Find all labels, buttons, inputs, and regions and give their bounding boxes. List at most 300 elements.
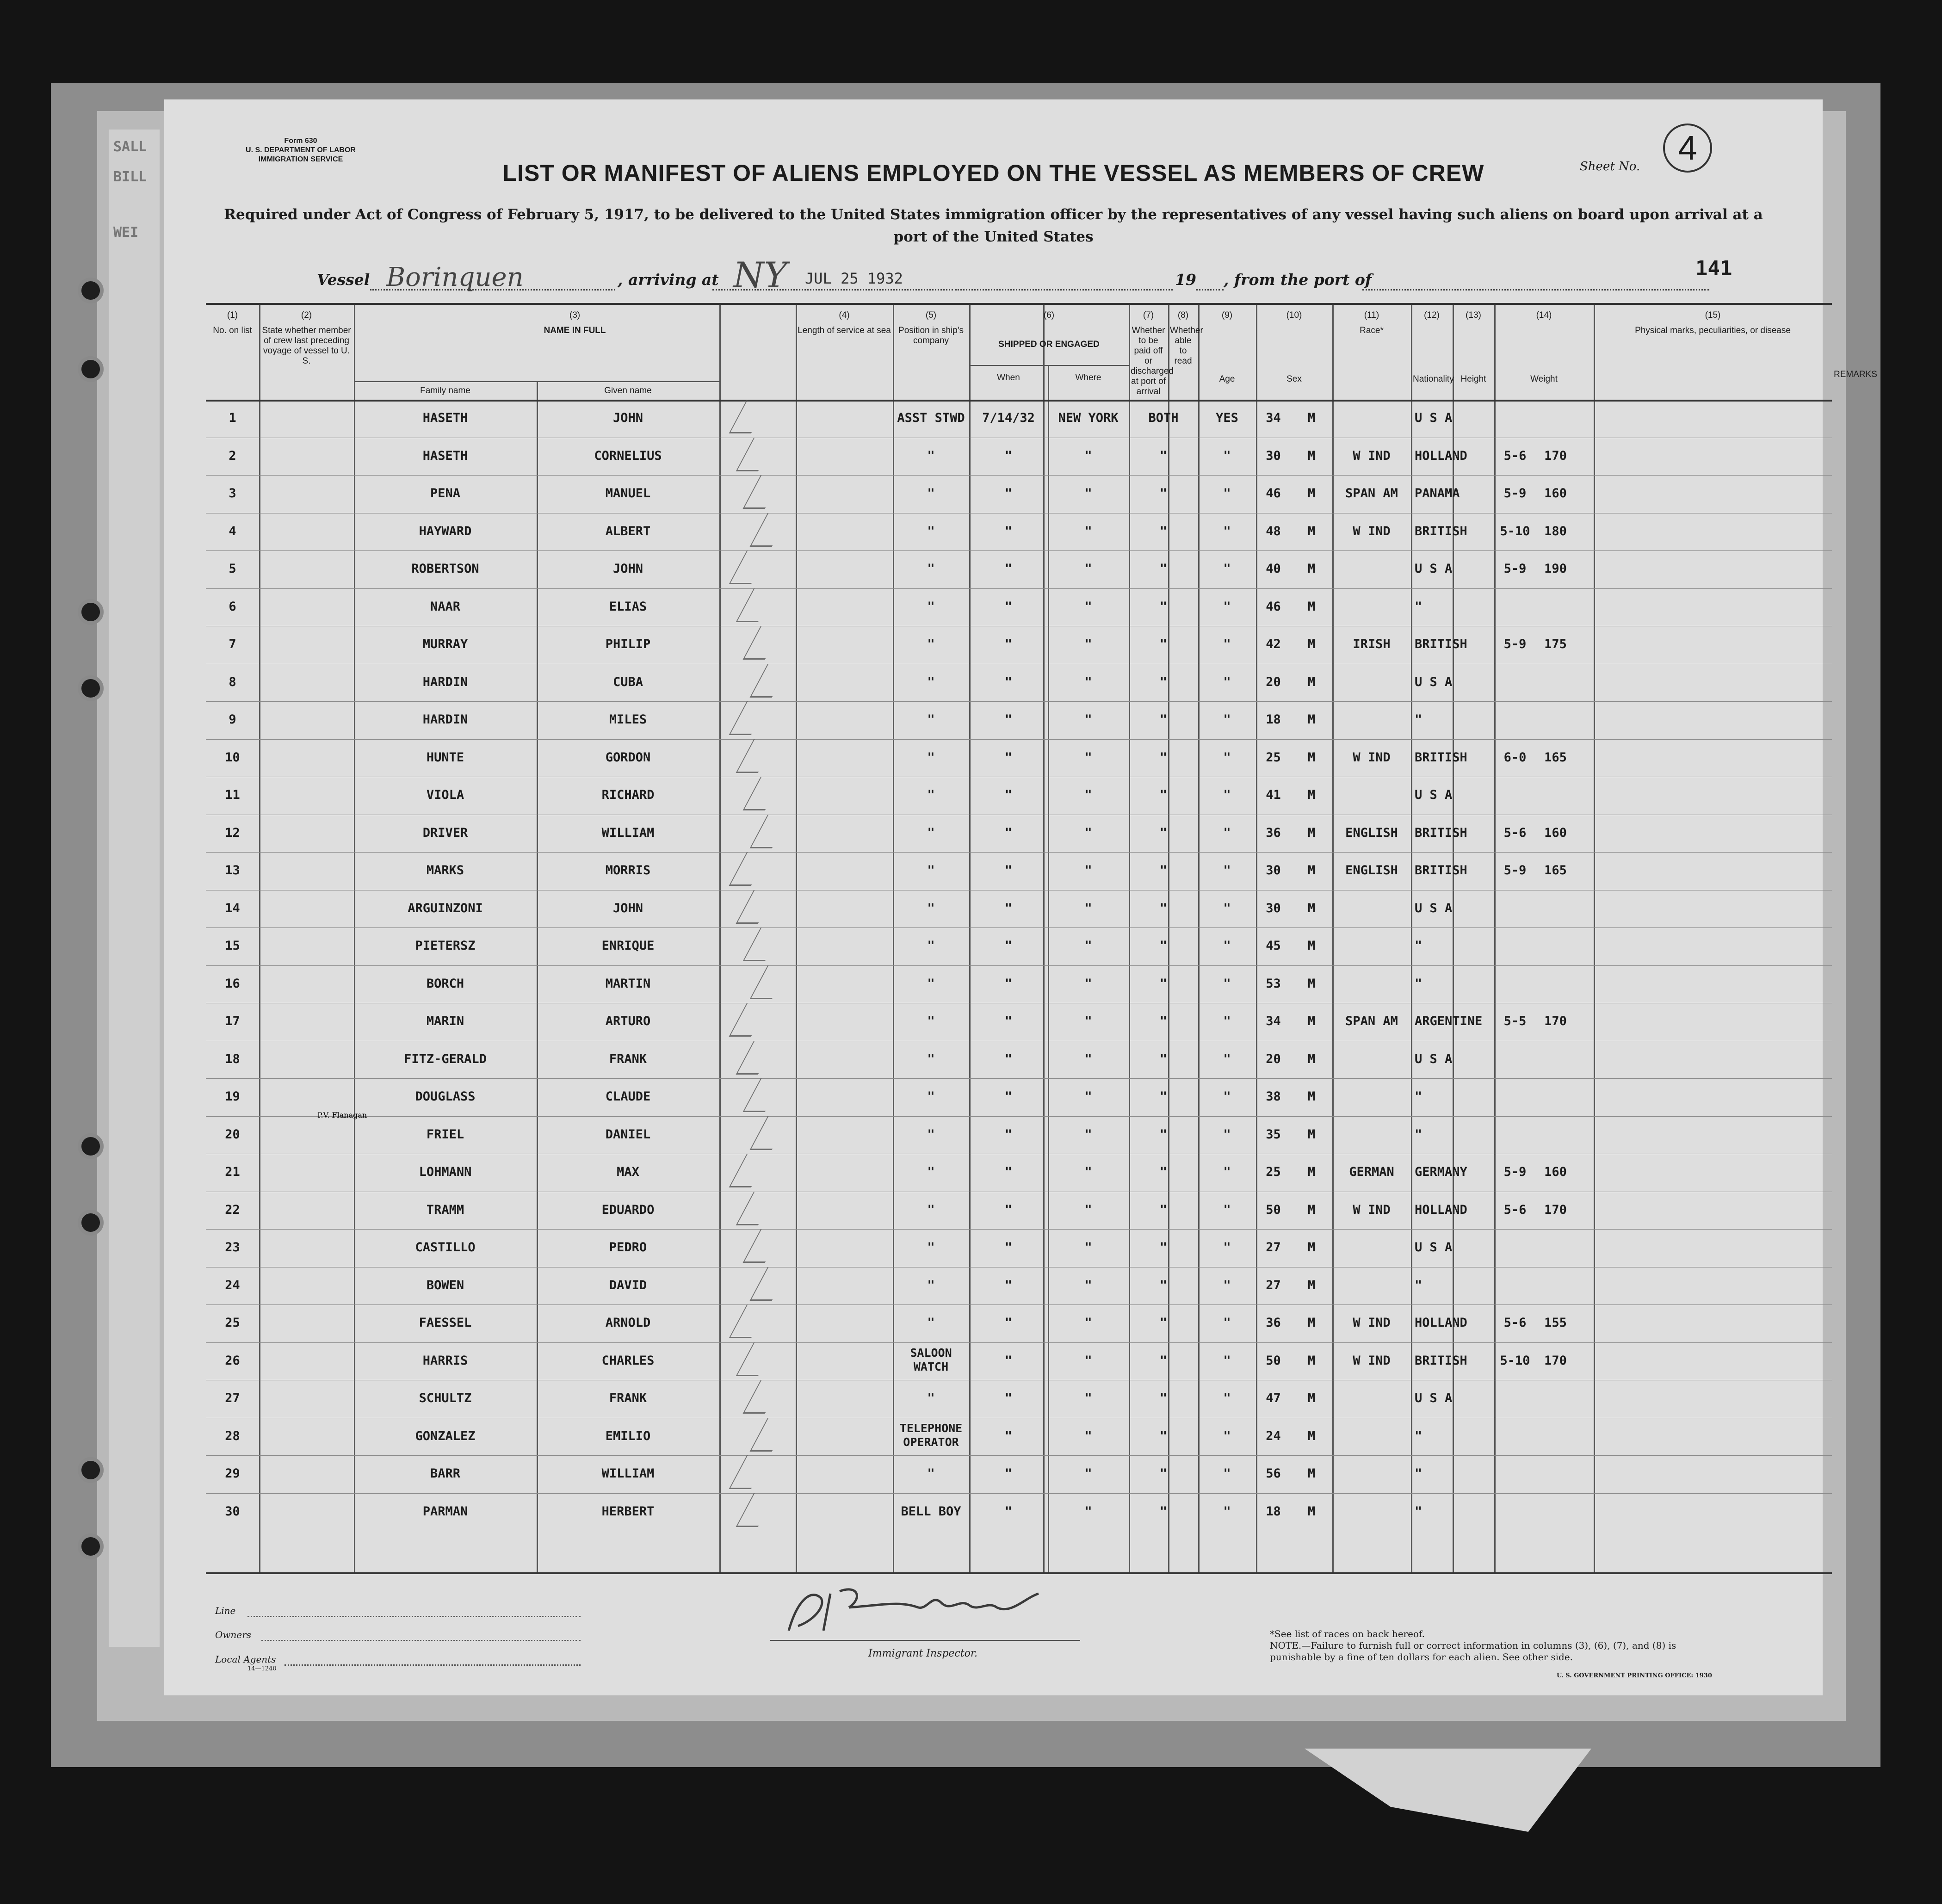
shipped-when: " xyxy=(1004,1428,1013,1443)
table-row xyxy=(206,513,1832,551)
vessel-name: Borinquen xyxy=(386,262,524,292)
given-name: DAVID xyxy=(609,1278,647,1292)
weight: 165 xyxy=(1544,863,1567,878)
family-name: MARKS xyxy=(426,863,464,878)
header-subrule xyxy=(354,381,719,382)
nationality: HOLLAND xyxy=(1415,1316,1467,1330)
header-nationality: Nationality xyxy=(1413,374,1454,384)
sex: M xyxy=(1307,486,1316,501)
check-mark xyxy=(736,438,776,471)
height: 5-9 xyxy=(1503,486,1527,501)
row-number: 24 xyxy=(225,1278,240,1292)
vessel-line xyxy=(317,254,1811,296)
line-label: Line xyxy=(215,1605,236,1616)
row-number: 19 xyxy=(225,1089,240,1104)
shipped-when: " xyxy=(1004,1014,1013,1028)
age: 53 xyxy=(1266,976,1281,991)
shipped-where: " xyxy=(1084,448,1092,463)
family-name: FRIEL xyxy=(426,1127,464,1142)
row-number: 10 xyxy=(225,750,240,765)
shipped-where: " xyxy=(1084,1014,1092,1028)
given-name: WILLIAM xyxy=(601,825,655,840)
header-paid-off: Whether to be paid off or discharged at port of arrival xyxy=(1131,326,1174,396)
position: " xyxy=(927,524,935,538)
nationality: " xyxy=(1415,1127,1422,1142)
nationality: BRITISH xyxy=(1415,1353,1467,1368)
sex: M xyxy=(1307,674,1316,689)
age: 50 xyxy=(1266,1353,1281,1368)
header-last-voyage-number: (2) xyxy=(301,310,312,320)
header-paid-off-number: (7) xyxy=(1143,310,1154,320)
row-number: 26 xyxy=(225,1353,240,1368)
row-number: 15 xyxy=(225,939,240,953)
given-name: EDUARDO xyxy=(601,1202,655,1217)
shipped-when: " xyxy=(1004,863,1013,878)
age: 30 xyxy=(1266,448,1281,463)
header-able-read: Whether able to read xyxy=(1170,326,1203,366)
table-row xyxy=(206,588,1832,626)
age: 46 xyxy=(1266,486,1281,501)
header-no: No. on list xyxy=(213,326,252,335)
given-name: MANUEL xyxy=(605,486,651,501)
header-weight-number: (14) xyxy=(1536,310,1552,320)
shipped-when: " xyxy=(1004,448,1013,463)
position: " xyxy=(927,863,935,878)
row-number: 3 xyxy=(229,486,236,501)
header-physical-marks: Physical marks, peculiarities, or disease xyxy=(1635,326,1791,335)
given-name: MARTIN xyxy=(605,976,651,991)
check-mark xyxy=(750,1267,790,1301)
shipped-when: " xyxy=(1004,1240,1013,1255)
shipped-when: " xyxy=(1004,1278,1013,1292)
weight: 170 xyxy=(1544,1353,1567,1368)
given-name: ARTURO xyxy=(605,1014,651,1028)
family-name: MURRAY xyxy=(422,637,468,651)
shipped-where: " xyxy=(1084,1316,1092,1330)
able-to-read: YES xyxy=(1216,411,1238,425)
paid-off: " xyxy=(1159,1278,1168,1292)
check-mark xyxy=(729,1455,769,1489)
binder-hole xyxy=(78,599,104,625)
header-no-number: (1) xyxy=(227,310,238,320)
table-row xyxy=(206,1003,1832,1041)
nationality: GERMANY xyxy=(1415,1165,1467,1179)
shipped-where: " xyxy=(1084,1240,1092,1255)
header-length-service-number: (4) xyxy=(839,310,850,320)
age: 34 xyxy=(1266,1014,1281,1028)
able-to-read: " xyxy=(1223,1428,1231,1443)
family-name: PENA xyxy=(430,486,461,501)
age: 27 xyxy=(1266,1278,1281,1292)
family-name: PIETERSZ xyxy=(415,939,476,953)
check-mark xyxy=(750,815,790,848)
height: 6-0 xyxy=(1503,750,1527,765)
nationality: " xyxy=(1415,1278,1422,1292)
check-mark xyxy=(729,1304,769,1338)
header-name: NAME IN FULL xyxy=(544,326,606,335)
given-name: MAX xyxy=(617,1165,639,1179)
table-row xyxy=(206,626,1832,664)
shipped-where: " xyxy=(1084,637,1092,651)
check-mark xyxy=(743,777,783,810)
age: 18 xyxy=(1266,712,1281,727)
row-number: 22 xyxy=(225,1202,240,1217)
given-name: JOHN xyxy=(612,562,643,576)
sex: M xyxy=(1307,1391,1316,1405)
family-name: SCHULTZ xyxy=(419,1391,472,1405)
paid-off: " xyxy=(1159,1391,1168,1405)
header-nationality-number: (12) xyxy=(1424,310,1440,320)
table-row xyxy=(206,1267,1832,1305)
shipped-when: " xyxy=(1004,1316,1013,1330)
race-note: *See list of races on back hereof. xyxy=(1270,1628,1425,1639)
binding-strip xyxy=(109,130,160,1647)
table-row xyxy=(206,1342,1832,1380)
sex: M xyxy=(1307,1278,1316,1292)
shipped-where: " xyxy=(1084,1391,1092,1405)
height: 5-6 xyxy=(1503,448,1527,463)
paid-off: " xyxy=(1159,562,1168,576)
position: " xyxy=(927,976,935,991)
weight: 175 xyxy=(1544,637,1567,651)
local-agents-label: Local Agents xyxy=(215,1654,276,1665)
able-to-read: " xyxy=(1223,637,1231,651)
position: " xyxy=(927,1240,935,1255)
sex: M xyxy=(1307,1014,1316,1028)
shipped-where: " xyxy=(1084,788,1092,802)
sex: M xyxy=(1307,788,1316,802)
manifest-sheet xyxy=(164,99,1877,1695)
given-name: CLAUDE xyxy=(605,1089,651,1104)
paid-off: " xyxy=(1159,1202,1168,1217)
binder-hole xyxy=(78,278,104,303)
agents-code: 14—1240 xyxy=(247,1665,277,1672)
inspector-label: Immigrant Inspector. xyxy=(868,1648,977,1659)
page-number: 141 xyxy=(1695,257,1732,280)
weight: 160 xyxy=(1544,486,1567,501)
sex: M xyxy=(1307,1428,1316,1443)
shipped-when: " xyxy=(1004,712,1013,727)
sex: M xyxy=(1307,1466,1316,1481)
age: 20 xyxy=(1266,1051,1281,1066)
position: " xyxy=(927,1089,935,1104)
able-to-read: " xyxy=(1223,825,1231,840)
table-row xyxy=(206,1418,1832,1456)
position: " xyxy=(927,1014,935,1028)
family-name: ARGUINZONI xyxy=(408,901,483,915)
given-name: FRANK xyxy=(609,1391,647,1405)
shipped-where: " xyxy=(1084,939,1092,953)
given-name: CUBA xyxy=(612,674,643,689)
sex: M xyxy=(1307,562,1316,576)
form-number: Form 630 xyxy=(284,137,317,145)
sex: M xyxy=(1307,1089,1316,1104)
able-to-read: " xyxy=(1223,524,1231,538)
family-name: ROBERTSON xyxy=(411,562,479,576)
age: 18 xyxy=(1266,1504,1281,1519)
sex: M xyxy=(1307,1202,1316,1217)
age: 30 xyxy=(1266,901,1281,915)
check-mark xyxy=(750,513,790,547)
able-to-read: " xyxy=(1223,788,1231,802)
position: " xyxy=(927,1127,935,1142)
row-number: 7 xyxy=(229,637,236,651)
check-mark xyxy=(743,927,783,961)
paid-off: " xyxy=(1159,1127,1168,1142)
header-remarks: REMARKS xyxy=(1834,370,1877,379)
printer-imprint: U. S. GOVERNMENT PRINTING OFFICE: 1930 xyxy=(1557,1672,1712,1679)
shipped-when: 7/14/32 xyxy=(982,411,1035,425)
able-to-read: " xyxy=(1223,750,1231,765)
family-name: PARMAN xyxy=(422,1504,468,1519)
paid-off: " xyxy=(1159,863,1168,878)
binder-hole xyxy=(78,1533,104,1559)
age: 38 xyxy=(1266,1089,1281,1104)
table-row xyxy=(206,1116,1832,1154)
nationality: U S A xyxy=(1415,562,1453,576)
margin-ref: BILL xyxy=(113,169,147,185)
age: 41 xyxy=(1266,788,1281,802)
check-mark xyxy=(729,701,769,735)
paid-off: " xyxy=(1159,448,1168,463)
shipped-when: " xyxy=(1004,1202,1013,1217)
nationality: HOLLAND xyxy=(1415,1202,1467,1217)
check-mark xyxy=(729,852,769,886)
shipped-where: " xyxy=(1084,1127,1092,1142)
position: " xyxy=(927,901,935,915)
paid-off: " xyxy=(1159,674,1168,689)
family-name: BOWEN xyxy=(426,1278,464,1292)
paid-off: " xyxy=(1159,637,1168,651)
sex: M xyxy=(1307,1316,1316,1330)
height: 5-5 xyxy=(1503,1014,1527,1028)
weight: 170 xyxy=(1544,1202,1567,1217)
sex: M xyxy=(1307,712,1316,727)
header-able-read-number: (8) xyxy=(1177,310,1189,320)
table-row xyxy=(206,965,1832,1003)
family-name: BARR xyxy=(430,1466,461,1481)
able-to-read: " xyxy=(1223,712,1231,727)
penalty-note: NOTE.—Failure to furnish full or correct information in columns (3), (6), (7), and (8) is punishable by a fine of ten dollars for each alien. See other side. xyxy=(1270,1640,1676,1663)
shipped-when: " xyxy=(1004,1089,1013,1104)
header-physical-marks-number: (15) xyxy=(1705,310,1721,320)
height: 5-6 xyxy=(1503,1202,1527,1217)
age: 20 xyxy=(1266,674,1281,689)
position: " xyxy=(927,1466,935,1481)
shipped-where: " xyxy=(1084,1353,1092,1368)
race: W IND xyxy=(1353,1202,1391,1217)
family-name: LOHMANN xyxy=(419,1165,472,1179)
shipped-when: " xyxy=(1004,788,1013,802)
table-row xyxy=(206,550,1832,588)
check-mark xyxy=(750,1418,790,1452)
paid-off: " xyxy=(1159,1466,1168,1481)
paid-off: " xyxy=(1159,1504,1168,1519)
able-to-read: " xyxy=(1223,562,1231,576)
weight: 155 xyxy=(1544,1316,1567,1330)
weight: 165 xyxy=(1544,750,1567,765)
check-mark xyxy=(743,475,783,509)
family-name: HARDIN xyxy=(422,674,468,689)
position: " xyxy=(927,562,935,576)
able-to-read: " xyxy=(1223,1391,1231,1405)
height: 5-9 xyxy=(1503,562,1527,576)
family-name: TRAMM xyxy=(426,1202,464,1217)
race: IRISH xyxy=(1353,637,1391,651)
age: 25 xyxy=(1266,1165,1281,1179)
position: " xyxy=(927,1391,935,1405)
sex: M xyxy=(1307,1240,1316,1255)
shipped-when: " xyxy=(1004,486,1013,501)
table-row xyxy=(206,777,1832,815)
check-mark xyxy=(743,1078,783,1112)
row-number: 13 xyxy=(225,863,240,878)
check-mark xyxy=(736,1041,776,1075)
nationality: BRITISH xyxy=(1415,825,1467,840)
row-number: 9 xyxy=(229,712,236,727)
family-name: CASTILLO xyxy=(415,1240,476,1255)
race: SPAN AM xyxy=(1345,1014,1398,1028)
race: W IND xyxy=(1353,750,1391,765)
paid-off: BOTH xyxy=(1148,411,1179,425)
paid-off: " xyxy=(1159,524,1168,538)
given-name: GORDON xyxy=(605,750,651,765)
given-name: ALBERT xyxy=(605,524,651,538)
able-to-read: " xyxy=(1223,1127,1231,1142)
given-name: MILES xyxy=(609,712,647,727)
row-number: 12 xyxy=(225,825,240,840)
position: " xyxy=(927,1202,935,1217)
table-row xyxy=(206,1380,1832,1418)
race: W IND xyxy=(1353,524,1391,538)
folded-corner xyxy=(1305,1749,1591,1832)
able-to-read: " xyxy=(1223,1240,1231,1255)
shipped-where: " xyxy=(1084,750,1092,765)
able-to-read: " xyxy=(1223,863,1231,878)
shipped-where: " xyxy=(1084,1278,1092,1292)
page-title: LIST OR MANIFEST OF ALIENS EMPLOYED ON THE VESSEL AS MEMBERS OF CREW xyxy=(502,160,1484,186)
family-name: BORCH xyxy=(426,976,464,991)
sex: M xyxy=(1307,976,1316,991)
nationality: U S A xyxy=(1415,411,1453,425)
row-number: 18 xyxy=(225,1051,240,1066)
shipped-where: " xyxy=(1084,825,1092,840)
binder-hole xyxy=(78,675,104,701)
position: TELEPHONE OPERATOR xyxy=(899,1421,963,1449)
age: 47 xyxy=(1266,1391,1281,1405)
check-mark xyxy=(729,550,769,584)
service: IMMIGRATION SERVICE xyxy=(258,155,343,163)
check-mark xyxy=(750,1116,790,1150)
check-mark xyxy=(750,965,790,999)
header-race-number: (11) xyxy=(1364,310,1379,320)
header-age: Age xyxy=(1219,374,1235,384)
position: " xyxy=(927,825,935,840)
shipped-when: " xyxy=(1004,637,1013,651)
check-mark xyxy=(736,1192,776,1225)
sex: M xyxy=(1307,1051,1316,1066)
given-name: RICHARD xyxy=(601,788,655,802)
subheader-family-name: Family name xyxy=(420,386,470,396)
inspector-signature-line xyxy=(770,1640,1080,1641)
nationality: U S A xyxy=(1415,1391,1453,1405)
header-length-service: Length of service at sea xyxy=(798,326,891,335)
able-to-read: " xyxy=(1223,1353,1231,1368)
table-row xyxy=(206,701,1832,739)
given-name: FRANK xyxy=(609,1051,647,1066)
age: 24 xyxy=(1266,1428,1281,1443)
header-sex: Sex xyxy=(1286,374,1302,384)
row-number: 5 xyxy=(229,562,236,576)
age: 50 xyxy=(1266,1202,1281,1217)
table-row xyxy=(206,1455,1832,1493)
check-mark xyxy=(743,1229,783,1263)
able-to-read: " xyxy=(1223,901,1231,915)
shipped-where: " xyxy=(1084,1051,1092,1066)
given-name: ELIAS xyxy=(609,599,647,614)
shipped-where: NEW YORK xyxy=(1058,411,1119,425)
check-mark xyxy=(743,1380,783,1414)
arriving-port: NY xyxy=(733,254,787,296)
shipped-where: " xyxy=(1084,976,1092,991)
shipped-when: " xyxy=(1004,901,1013,915)
header-shipped-number: (6) xyxy=(1043,310,1055,320)
nationality: " xyxy=(1415,1466,1422,1481)
family-name: HASETH xyxy=(422,448,468,463)
position: " xyxy=(927,750,935,765)
given-name: EMILIO xyxy=(605,1428,651,1443)
shipped-when: " xyxy=(1004,1127,1013,1142)
given-name: JOHN xyxy=(612,411,643,425)
crew-manifest-table xyxy=(206,303,1877,1574)
family-name: GONZALEZ xyxy=(415,1428,476,1443)
paid-off: " xyxy=(1159,1051,1168,1066)
given-name: PEDRO xyxy=(609,1240,647,1255)
race: ENGLISH xyxy=(1345,825,1398,840)
given-name: PHILIP xyxy=(605,637,651,651)
sex: M xyxy=(1307,901,1316,915)
race: W IND xyxy=(1353,448,1391,463)
shipped-when: " xyxy=(1004,1504,1013,1519)
sheet-label: Sheet No. xyxy=(1580,160,1640,173)
row-number: 1 xyxy=(229,411,236,425)
table-row xyxy=(206,1041,1832,1079)
able-to-read: " xyxy=(1223,1466,1231,1481)
sex: M xyxy=(1307,599,1316,614)
age: 45 xyxy=(1266,939,1281,953)
able-to-read: " xyxy=(1223,1316,1231,1330)
shipped-where: " xyxy=(1084,486,1092,501)
weight: 180 xyxy=(1544,524,1567,538)
sex: M xyxy=(1307,411,1316,425)
able-to-read: " xyxy=(1223,976,1231,991)
row-number: 16 xyxy=(225,976,240,991)
sex: M xyxy=(1307,1353,1316,1368)
check-mark xyxy=(736,890,776,924)
family-name: NAAR xyxy=(430,599,461,614)
from-label: , from the port of xyxy=(1224,271,1372,289)
row-number: 2 xyxy=(229,448,236,463)
row-number: 4 xyxy=(229,524,236,538)
family-name: HASETH xyxy=(422,411,468,425)
sex: M xyxy=(1307,939,1316,953)
height: 5-6 xyxy=(1503,1316,1527,1330)
header-sex-number: (10) xyxy=(1286,310,1302,320)
position: " xyxy=(927,486,935,501)
paid-off: " xyxy=(1159,1014,1168,1028)
height: 5-10 xyxy=(1500,1353,1530,1368)
table-row xyxy=(206,852,1832,890)
